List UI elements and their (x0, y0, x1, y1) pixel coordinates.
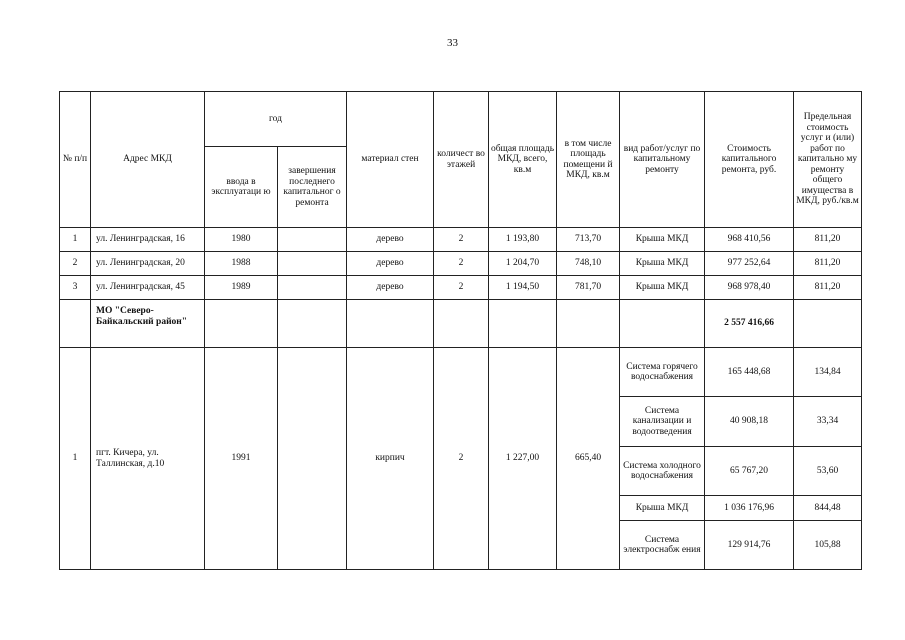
cell-including-area: 665,40 (557, 348, 620, 570)
cell-including-area: 781,70 (557, 276, 620, 300)
cell-year: 1991 (205, 348, 278, 570)
header-work-type: вид работ/услуг по капитальному ремонту (620, 92, 705, 228)
cell-max-cost: 134,84 (794, 348, 862, 397)
cell-work: Крыша МКД (620, 228, 705, 252)
table-row (60, 252, 862, 276)
header-num: № п/п (60, 92, 91, 228)
cell-year: 1980 (205, 228, 278, 252)
header-wall-material: материал стен (347, 92, 434, 228)
cell-num: 1 (60, 228, 91, 252)
cell-num: 2 (60, 252, 91, 276)
header-cost: Стоимость капитального ремонта, руб. (705, 92, 794, 228)
header-year-commission: ввода в эксплуатаци ю (205, 147, 278, 228)
municipality-total-cost: 2 557 416,66 (705, 300, 794, 348)
municipality-name: МО "Северо-Байкальский район" (91, 300, 205, 348)
cell-work: Крыша МКД (620, 252, 705, 276)
cell-material: дерево (347, 252, 434, 276)
header-address: Адрес МКД (91, 92, 205, 228)
cell-work: Система холодного водоснабжения (620, 447, 705, 496)
table-row (60, 348, 862, 397)
cell-material: дерево (347, 228, 434, 252)
table-row (60, 276, 862, 300)
cell-address: ул. Ленинградская, 45 (91, 276, 205, 300)
cell-material: кирпич (347, 348, 434, 570)
cell-total-area: 1 194,50 (489, 276, 557, 300)
page-number: 33 (447, 37, 458, 49)
cell-year: 1989 (205, 276, 278, 300)
cell-last-repair (278, 252, 347, 276)
cell-cost: 65 767,20 (705, 447, 794, 496)
cell-work: Крыша МКД (620, 496, 705, 521)
cell-total-area: 1 227,00 (489, 348, 557, 570)
cell-max-cost: 811,20 (794, 276, 862, 300)
cell-work: Система электроснабж ения (620, 521, 705, 570)
cell-cost: 40 908,18 (705, 397, 794, 447)
header-year-last-repair: завершения последнего капитальног о ремонта (278, 147, 347, 228)
header-floors: количест во этажей (434, 92, 489, 228)
cell-max-cost: 33,34 (794, 397, 862, 447)
cell-total-area: 1 204,70 (489, 252, 557, 276)
cell-num: 3 (60, 276, 91, 300)
cell-last-repair (278, 276, 347, 300)
cell-work: Система горячего водоснабжения (620, 348, 705, 397)
cell-floors: 2 (434, 252, 489, 276)
cell-max-cost: 105,88 (794, 521, 862, 570)
cell-work: Крыша МКД (620, 276, 705, 300)
cell-address: ул. Ленинградская, 20 (91, 252, 205, 276)
cell-floors: 2 (434, 276, 489, 300)
cell-max-cost: 811,20 (794, 252, 862, 276)
cell-cost: 968 410,56 (705, 228, 794, 252)
cell-address: пгт. Кичера, ул. Таллинская, д.10 (91, 348, 205, 570)
table-row (60, 228, 862, 252)
cell-max-cost: 53,60 (794, 447, 862, 496)
cell-cost: 129 914,76 (705, 521, 794, 570)
cell-floors: 2 (434, 228, 489, 252)
cell-material: дерево (347, 276, 434, 300)
header-year: год (205, 92, 347, 147)
municipality-row (60, 300, 862, 348)
cell-cost: 1 036 176,96 (705, 496, 794, 521)
cell-last-repair (278, 228, 347, 252)
cell-num: 1 (60, 348, 91, 570)
cell-max-cost: 844,48 (794, 496, 862, 521)
cell-cost: 165 448,68 (705, 348, 794, 397)
cell-max-cost: 811,20 (794, 228, 862, 252)
cell-last-repair (278, 348, 347, 570)
cell-work: Система канализации и водоотведения (620, 397, 705, 447)
cell-year: 1988 (205, 252, 278, 276)
header-max-cost: Предельная стоимость услуг и (или) работ по капитально му ремонту общего имущества в МКД, руб./кв.м (794, 92, 862, 228)
cell-cost: 977 252,64 (705, 252, 794, 276)
capital-repair-table (59, 91, 862, 570)
cell-cost: 968 978,40 (705, 276, 794, 300)
cell-floors: 2 (434, 348, 489, 570)
header-including-area: в том числе площадь помещени й МКД, кв.м (557, 92, 620, 228)
cell-address: ул. Ленинградская, 16 (91, 228, 205, 252)
cell-including-area: 748,10 (557, 252, 620, 276)
cell-total-area: 1 193,80 (489, 228, 557, 252)
cell-including-area: 713,70 (557, 228, 620, 252)
header-total-area: общая площадь МКД, всего, кв.м (489, 92, 557, 228)
